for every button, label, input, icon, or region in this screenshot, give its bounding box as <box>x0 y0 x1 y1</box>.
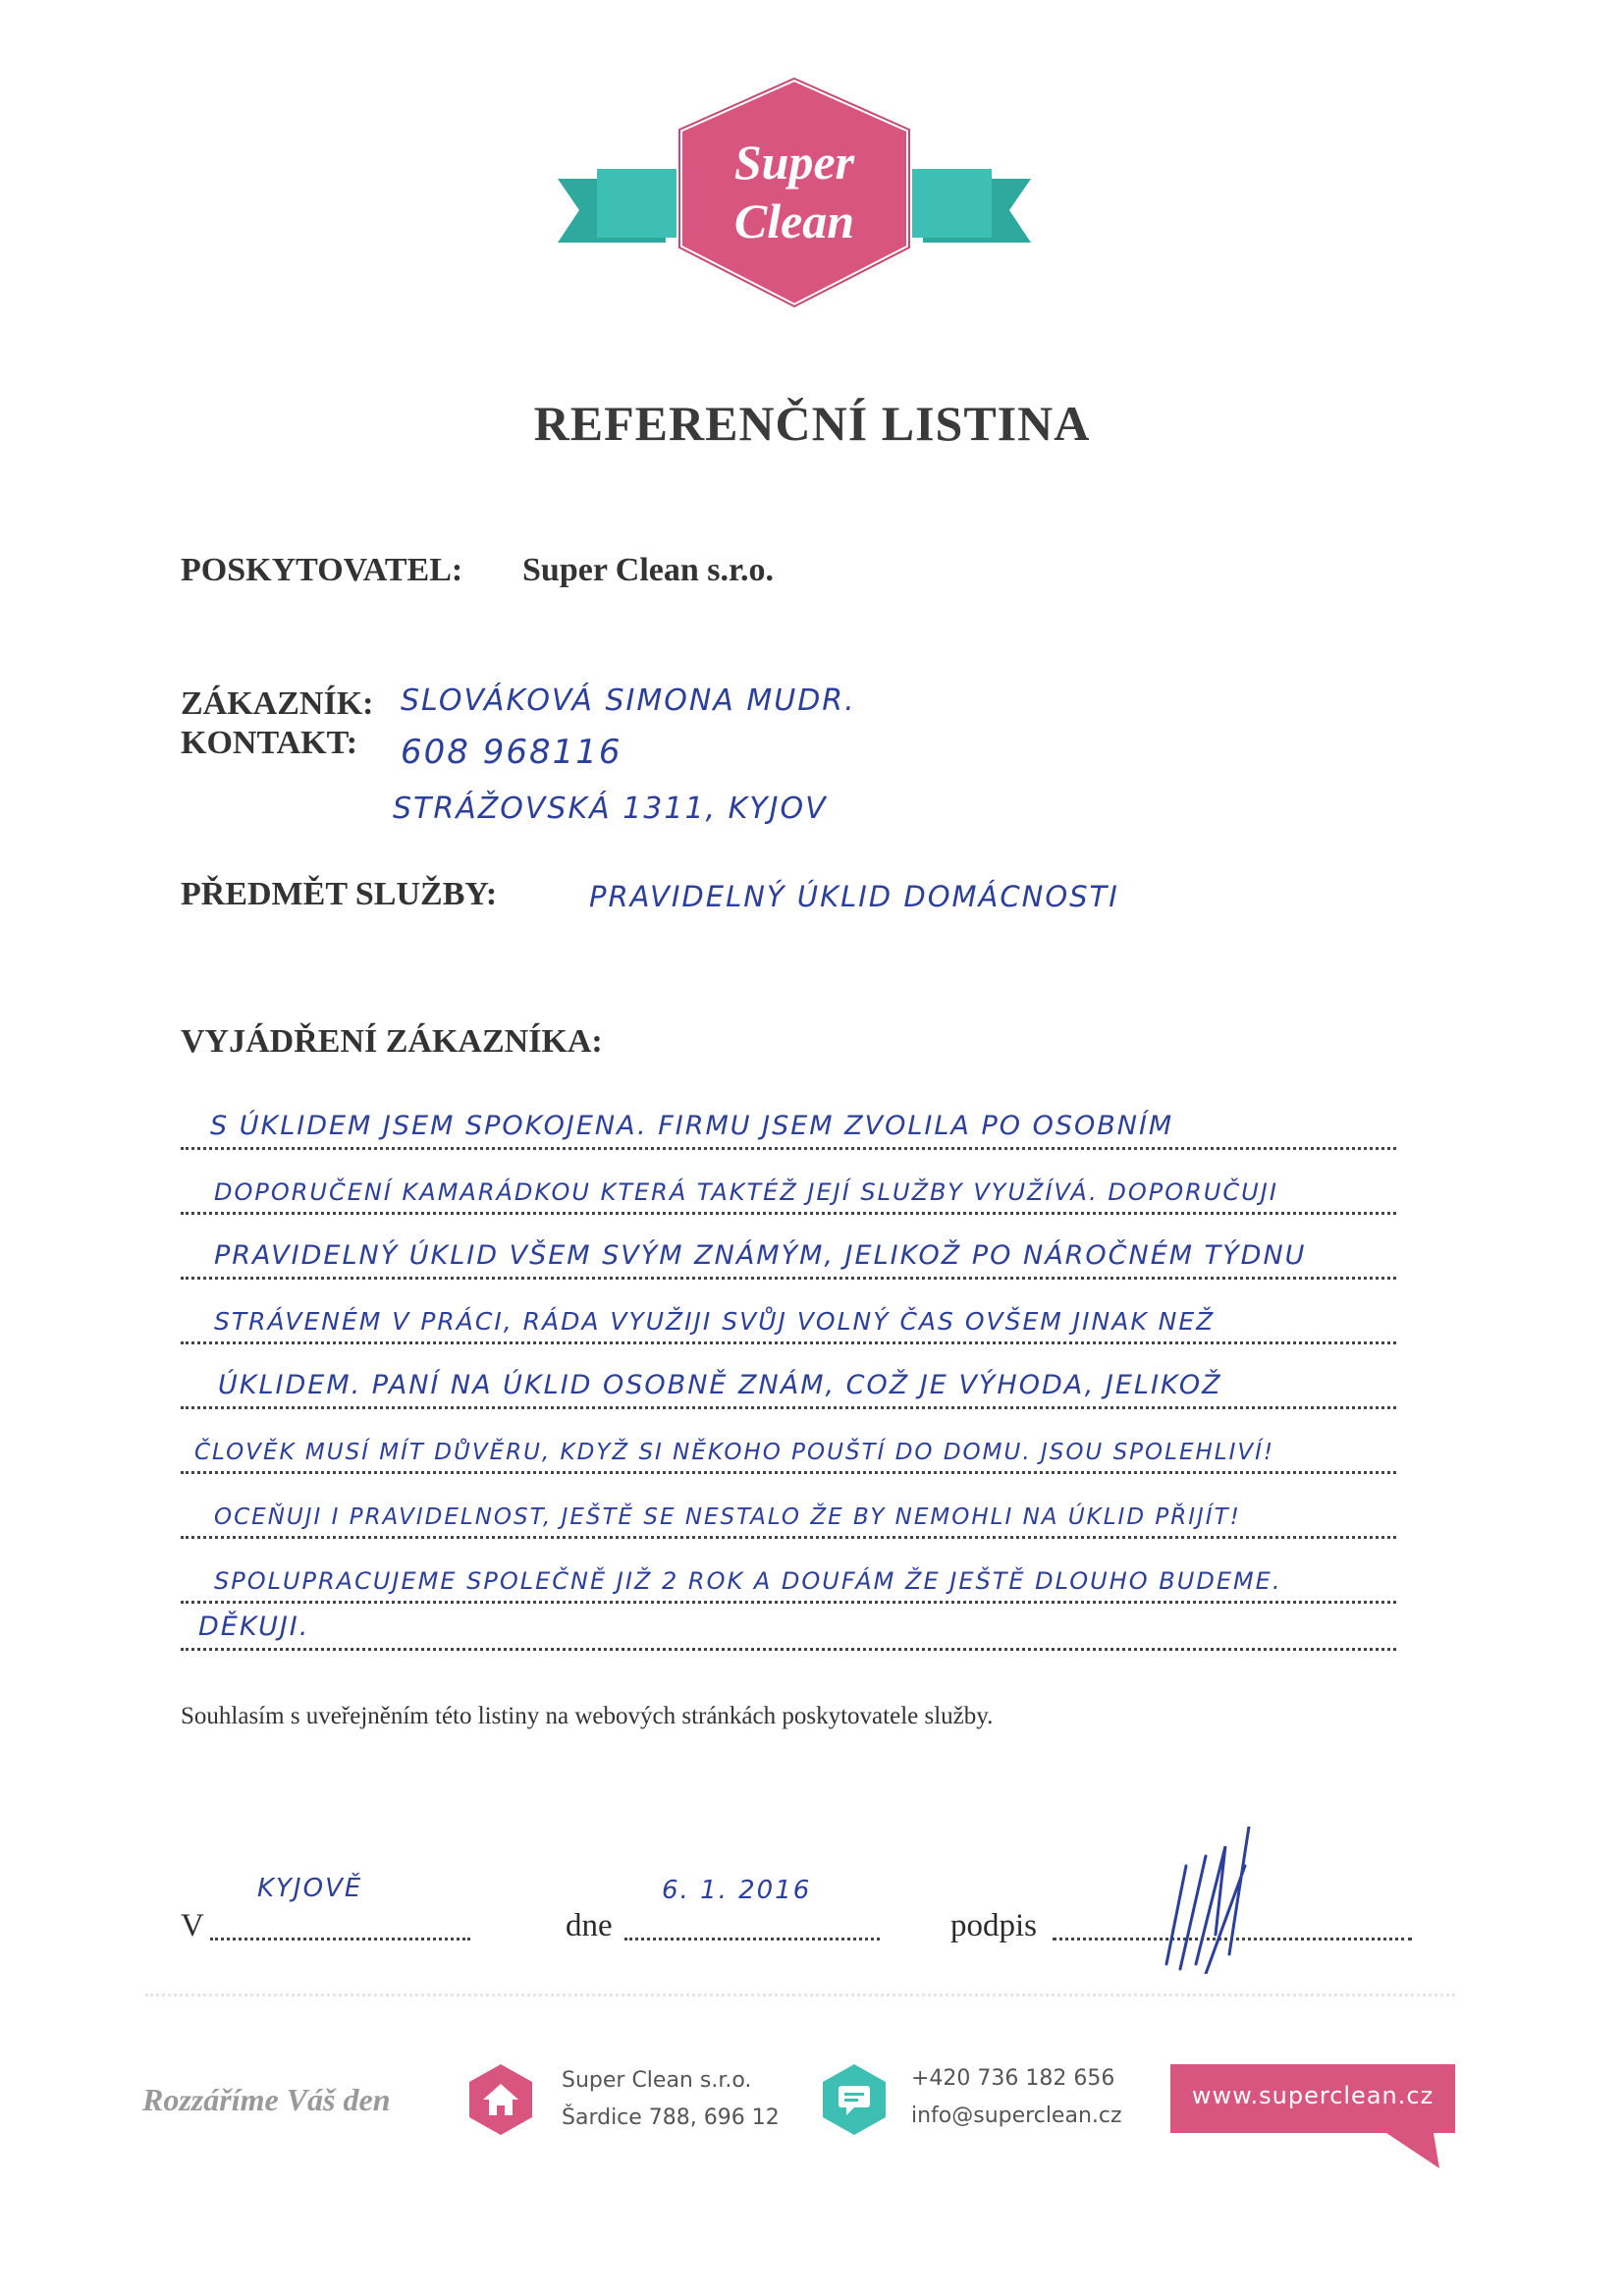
company-address: Šardice 788, 696 12 <box>562 2105 780 2130</box>
place-value: KYJOVĚ <box>257 1874 363 1903</box>
statement-line: S ÚKLIDEM JSEM SPOKOJENA. FIRMU JSEM ZVOLILA PO OSOBNÍM <box>181 1090 1396 1150</box>
footer-contact <box>911 2060 1122 2135</box>
date-value: 6. 1. 2016 <box>662 1876 812 1905</box>
statement-line: ÚKLIDEM. PANÍ NA ÚKLID OSOBNĚ ZNÁM, COŽ JE VÝHODA, JELIKOŽ <box>181 1349 1396 1409</box>
contact-phone: 608 968116 <box>401 733 623 772</box>
logo-text-line1: Super <box>733 135 855 190</box>
logo <box>558 71 1031 316</box>
customer-label: ZÁKAZNÍK: <box>181 685 374 722</box>
statement-line: DOPORUČENÍ KAMARÁDKOU KTERÁ TAKTÉŽ JEJÍ SLUŽBY VYUŽÍVÁ. DOPORUČUJI <box>181 1155 1396 1215</box>
statement-label: VYJÁDŘENÍ ZÁKAZNÍKA: <box>181 1023 603 1060</box>
statement-line: OCEŇUJI I PRAVIDELNOST, JEŠTĚ SE NESTALO ŽE BY NEMOHLI NA ÚKLID PŘIJÍT! <box>181 1479 1396 1539</box>
logo-text-line2: Clean <box>733 193 855 248</box>
company-name: Super Clean s.r.o. <box>562 2068 752 2093</box>
signature-field <box>950 1895 1412 1942</box>
statement-line: SPOLUPRACUJEME SPOLEČNĚ JIŽ 2 ROK A DOUFÁM ŽE JEŠTĚ DLOUHO BUDEME. <box>181 1544 1396 1604</box>
website-badge[interactable] <box>1170 2064 1455 2168</box>
provider-label: POSKYTOVATEL: <box>181 552 463 588</box>
footer-slogan: Rozzáříme Váš den <box>142 2082 391 2117</box>
website-link[interactable]: www.superclean.cz <box>1191 2082 1435 2109</box>
home-icon <box>463 2062 538 2137</box>
customer-value: SLOVÁKOVÁ SIMONA MUDR. <box>401 683 856 718</box>
contact-email-footer: info@superclean.cz <box>911 2104 1122 2128</box>
document-title: REFERENČNÍ LISTINA <box>533 396 1091 451</box>
place-label: V <box>181 1908 204 1943</box>
service-label: PŘEDMĚT SLUŽBY: <box>181 876 498 912</box>
date-field <box>566 1876 880 1943</box>
statement-line: DĚKUJI. <box>181 1589 1396 1651</box>
statement-line: PRAVIDELNÝ ÚKLID VŠEM SVÝM ZNÁMÝM, JELIKOŽ PO NÁROČNÉM TÝDNU <box>181 1220 1396 1280</box>
place-field <box>181 1874 470 1943</box>
consent-text: Souhlasím s uveřejněním této listiny na webových stránkách poskytovatele služby. <box>181 1703 994 1729</box>
contact-address: STRÁŽOVSKÁ 1311, KYJOV <box>393 792 828 826</box>
date-label: dne <box>566 1908 613 1943</box>
message-icon <box>817 2062 892 2137</box>
service-value: PRAVIDELNÝ ÚKLID DOMÁCNOSTI <box>589 880 1119 913</box>
statement-line: ČLOVĚK MUSÍ MÍT DŮVĚRU, KDYŽ SI NĚKOHO POUŠTÍ DO DOMU. JSOU SPOLEHLIVÍ! <box>181 1414 1396 1474</box>
contact-label: KONTAKT: <box>181 725 358 761</box>
signature-label: podpis <box>950 1908 1038 1943</box>
signature-scribble <box>1147 1827 1265 1974</box>
footer-company <box>562 2062 780 2137</box>
statement-line: STRÁVENÉM V PRÁCI, RÁDA VYUŽIJI SVŮJ VOLNÝ ČAS OVŠEM JINAK NEŽ <box>181 1285 1396 1344</box>
footer-divider <box>145 1994 1455 1996</box>
provider-value: Super Clean s.r.o. <box>522 552 774 588</box>
contact-phone-footer: +420 736 182 656 <box>911 2066 1115 2091</box>
